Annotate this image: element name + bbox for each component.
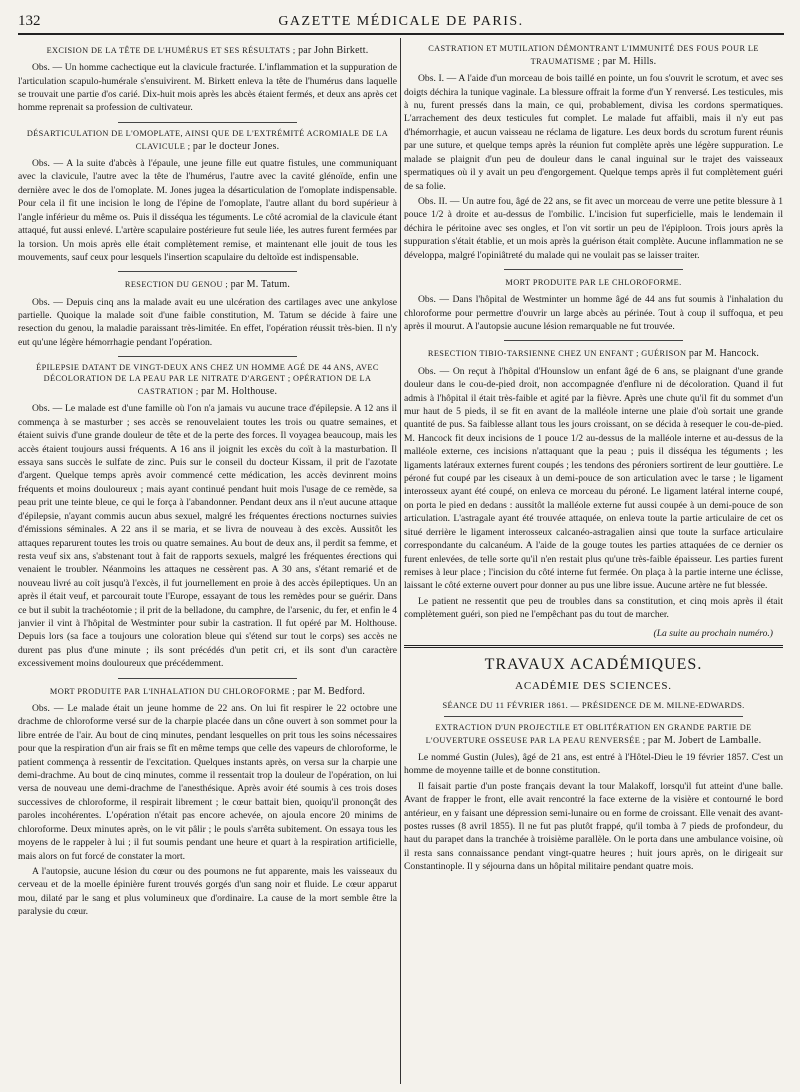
- article-title: EXTRACTION D'UN PROJECTILE ET OBLITÉRATION EN GRANDE PARTIE DE L'OUVERTURE OSSEUSE PAR LA PEAU RENVERSÉE ; par M. Jobert de Lamballe.: [425, 722, 762, 746]
- divider: [444, 716, 743, 717]
- article-paragraph: Obs. — Le malade est d'une famille où l'on n'a jamais vu aucune trace d'épilepsie. A 12 ans il commença à se masturber ; ses accès se renouvelaient toutes les trois ou quatre semaines, et étaient suivis d'une grande douleur de tête et de la perte des forces. Il voyagea beaucoup, mais les accès étaient toujours aussi fréquents. A 16 ans il joignit les excès du coït à la masturbation. Il essaya sans succès le sulfate de zinc. Puis sur le conseil du docteur Kissam, il prit de l'azotate d'argent. Quelque temps après avoir commencé cette médication, les accès devinrent moins fréquents et moins douloureux ; mais ayant continué pendant huit mois l'usage de ce remède, sa peau prit une teinte bleue, ce qui le força à l'abandonner. Pendant deux ans il n'eut aucune attaque d'épilepsie, n'ayant commis aucun abus sexuel, malgré les fréquentes érections nocturnes suivies d'émissions séminales. A 22 ans il se maria, et se livra de nouveau à des excès. Aussitôt les attaques reparurent toutes les trois ou quatre semaines. Au bout de deux ans, il perdit sa femme, et resta veuf six ans, s'abstenant tout à fait de rapports sexuels, malgré les fréquentes érections qui venaient le troubler. Néanmoins les attaques ne cessèrent pas. A 30 ans, s'étant remarié et de nouveau livré au coït jusqu'à l'excès, il fut journellement en proie à des accès épileptiques. Un an après il était veuf, et parcourait toute l'Europe, essayant de tous les remèdes pour se guérir. Dans ce but il subit la trachéotomie ; il prit de la belladone, du camphre, de l'arsenic, du fer, et enfin le 4 janvier il vint à l'hôpital de Westminter pour subir la castration. Il fut opéré par M. Holthouse. Depuis lors (sa face a toujours une coloration bleue qui s'étend sur tout le corps) ses accès ne durent pas plus d'une minute ; ils sont précédés d'un petit cri, et ils sont d'un caractère excessivement moins douloureux que précédemment.: [18, 403, 397, 670]
- section-divider: [404, 645, 783, 648]
- article-paragraph: Obs. — Le malade était un jeune homme de 22 ans. On lui fit respirer le 22 octobre une drachme de chloroforme versé sur de la charpie placée dans un cône ouvert à son sommet pour la libre entrée de l'air. Au bout de cinq minutes, pendant lesquelles on prit tous les soins nécessaires pour que la respiration d'un air frais se fît en même temps que celle des vapeurs de chloroforme, le patient commença à ressentir de l'excitation. Quelques instants après, on versa sur la charpie une demi-drachme. Au bout de cinq minutes, comme il ressentait trop la douleur de l'opération, on lui versa de nouveau une demi-drachme de l'anesthésique. Après avoir été soumis à ces trois doses successives de chloroforme, il respirait librement ; le cœur battait bien, quoiqu'il prononçât des paroles incohérentes. L'opération n'était pas encore achevée, on ajoula encore 20 minims de chloroforme. Deux minutes après, on le vit pâlir ; le pouls s'arrêta subitement. On essaya tous les moyens de le rappeler à lui ; il fut soumis pendant une heure et quart à la respiration artificielle, mais alors on fut forcé de constater la mort.: [18, 702, 397, 862]
- article-author: par le docteur Jones.: [192, 140, 280, 152]
- article-author: par M. Tatum.: [230, 279, 291, 291]
- article-title: MORT PRODUITE PAR L'INHALATION DU CHLOROFORME ; par M. Bedford.: [49, 685, 366, 697]
- page-header: [18, 8, 784, 35]
- article-divider: [118, 356, 297, 357]
- article-paragraph: Obs. — Un homme cachectique eut la clavicule fracturée. L'inflammation et la suppuration de l'articulation scapulo-humérale s'ensuivirent. M. Birkett enleva la tête de l'humérus dans laquelle se trouvait une partie d'os carié. Dix-huit mois après les abcès étaient fermés, et deux ans après cet homme reprenait sa profession de cultivateur.: [18, 62, 397, 114]
- article-title: ÉPILEPSIE DATANT DE VINGT-DEUX ANS CHEZ UN HOMME AGÉ DE 44 ANS, AVEC DÉCOLORATION DE LA PEAU PAR LE NITRATE D'ARGENT ; OPÉRATION DE LA CASTRATION ; par M. Holthouse.: [36, 363, 379, 398]
- section-title: TRAVAUX ACADÉMIQUES.: [484, 655, 703, 673]
- article-paragraph: Le patient ne ressentit que peu de troubles dans sa constitution, et cinq mois après il était complètement guéri, son pied ne l'empêchant pas du tout de marcher.: [404, 595, 783, 621]
- article-title: MORT PRODUITE PAR LE CHLOROFORME.: [505, 278, 682, 288]
- session-line: SÉANCE DU 11 FÉVRIER 1861. — PRÉSIDENCE DE M. MILNE-EDWARDS.: [442, 699, 745, 710]
- column-rule: [400, 38, 401, 1084]
- article-divider: [504, 340, 683, 341]
- article-author: par M. Hancock.: [688, 348, 760, 360]
- article-paragraph: Il faisait partie d'un poste français devant la tour Malakoff, lorsqu'il fut atteint d'une balle. Avant de frapper le front, elle avait rencontré la face externe de la visière et contourné le bord antérieur, en y faisant une dépression semi-lunaire ou en forme de croissant. Elle venait des avant-postes russes (8 avril 1855). Il ne fut pas plutôt frappé, qu'il tomba à 7 pieds de profondeur, du haut du parapet dans la tranchée à troisième parallèle. On le porta dans une ambulance voisine, où il resta sans connaissance pendant vingt-quatre heures ; huit jours après, on le dirigeait sur Constantinople. Il y séjourna dans un hôpital militaire pendant quatre mois.: [404, 780, 783, 873]
- article-author: par M. Holthouse.: [201, 386, 278, 398]
- continuation-note: (La suite au prochain numéro.): [653, 627, 773, 639]
- article-title: DÉSARTICULATION DE L'OMOPLATE, AINSI QUE DE L'EXTRÉMITÉ ACROMIALE DE LA CLAVICULE ; par le docteur Jones.: [26, 128, 389, 152]
- article-author: par M. Bedford.: [297, 685, 366, 697]
- article-paragraph: Obs. — On reçut à l'hôpital d'Hounslow un enfant âgé de 6 ans, se plaignant d'une grande douleur dans le cou-de-pied droit, non accompagnée d'enflure ni de décoloration. Quand il fut admis à l'hôpital il était très-faible et agité par la fièvre. Après une chute qu'il fit du sommet d'un mur haut de 5 pieds, il se fit en avant de la malléole interne une plaie d'où sortait une grande quantité de pus. Sa faiblesse allant tous les jours croissant, on se décida à resequer le cou-de-pied. M. Hancock fit deux incisions de 1 pouce 1/2 au-dessus de la malléole interne et au-dessus de la malléole externe, ces incisions n'attaquant que la peau ; puis il disséqua les téguments ; les ligaments latéraux externes furent coupés ; les tendons des péroniers sortirent de leur gouttière. Le péroné fut coupé par les ciseaux à un demi-pouce de son articulation avec le tarse ; le ligament interosseux ayant été coupé, on enleva ce morceau du péroné. Le ligament latéral interne coupé, on porta le pied en dedans : aussitôt la malléole externe fut aussi coupée à un demi-pouce de son articulation. L'astragale ayant été trouvée attaquée, on enleva toute la partie articulaire de cet os situé derrière le ligament interosseux calcanéo-astragalien ainsi que toute la surface articulaire correspondante du calcanéum. A l'aide de la gouge toutes les parties attaquées de ce dernier os furent enlevées, de telle sorte qu'il n'en restait plus qu'une très-faible épaisseur. Les parties furent remises à leur place ; l'incision du côté interne fut fermée. On plaça à la partie interne une éclisse, laissant le côté externe ouvert pour donner au pus une libre issue. Aucune artère ne fut blessée.: [404, 365, 783, 592]
- article-divider: [118, 271, 297, 272]
- left-column: [18, 38, 397, 1084]
- right-column: [404, 38, 783, 1084]
- article-paragraph: Obs. I. — A l'aide d'un morceau de bois taillé en pointe, un fou s'ouvrit le scrotum, et avec ses doigts déchira la tunique vaginale. La blessure offrait la forme d'un Y renversé. Les testicules, mis à nu, furent pressés dans la main, ce qui, probablement, divisa les cordons spermatiques. L'arrachement des deux testicules fut complet. Le malade fut affaibli, mais il n'y eut pas d'hémorrhagie, et aucun vaisseau ne réclama de ligature. Les deux bords du scrotum furent réunis par une suture, et quelque temps après la réunion fut complète après une légère suppuration. Le malade se plaignit d'un peu de douleur dans le canal inguinal sur le trajet des vaisseaux spermatiques où il y avait un peu d'engorgement. Quelque temps après il fut complètement guéri de sa folie.: [404, 73, 783, 192]
- article-divider: [118, 122, 297, 123]
- section-subtitle: ACADÉMIE DES SCIENCES.: [515, 679, 672, 692]
- article-author: par John Birkett.: [298, 45, 369, 56]
- article-title: RESECTION TIBIO-TARSIENNE CHEZ UN ENFANT ; GUÉRISON par M. Hancock.: [427, 348, 760, 360]
- article-title: CASTRATION ET MUTILATION DÉMONTRANT L'IMMUNITÉ DES FOUS POUR LE TRAUMATISME ; par M. Hills.: [428, 44, 759, 67]
- article-title: RESECTION DU GENOU ; par M. Tatum.: [124, 279, 291, 291]
- article-divider: [504, 269, 683, 270]
- journal-title: GAZETTE MÉDICALE DE PARIS.: [278, 14, 524, 29]
- newspaper-page: [18, 8, 784, 1084]
- article-paragraph: Obs. — A la suite d'abcès à l'épaule, une jeune fille eut quatre fistules, une communiquant avec la clavicule, l'autre avec la tête de l'humérus, l'autre avec la cavité glénoïde, enfin une dernière avec le dos de l'omoplate. M. Jones jugea la désarticulation de l'omoplate indispensable. Pour cela il fit une incision le long de l'épine de l'omoplate, l'autre allant du bord supérieur à l'angle inférieur du même os. Puis il disséqua les téguments. Le côté acromial de la clavicule étant attaqué, fut aussi enlevé. L'artère scapulaire postérieure fut seule liée, les autres furent fermées par la torsion. Un mois après elle était complètement remise, et maintenant elle jouit de tous les mouvements, sauf ceux pour lesquels l'insertion scapulaire du deltoïde est indispensable.: [18, 158, 397, 263]
- article-title: EXCISION DE LA TÊTE DE L'HUMÉRUS ET SES RÉSULTATS ; par John Birkett.: [46, 45, 369, 56]
- article-paragraph: Obs. II. — Un autre fou, âgé de 22 ans, se fit avec un morceau de verre une petite blessure à 1 pouce 1/2 à droite et au-dessus de l'ombilic. L'incision fut superficielle, mais le lendemain il déchira le péritoine avec ses ongles, et l'on vit sortir un peu de l'épiploon. Trois jours après la suppuration s'était établie, et un mois après la guérison était complète. Aucune inflammation ne se développa, malgré l'opiniâtreté du malade qui ne voulait pas se laisser traiter.: [404, 195, 783, 261]
- article-paragraph: Obs. — Dans l'hôpital de Westminter un homme âgé de 44 ans fut soumis à l'inhalation du chloroforme pour permettre d'ouvrir un large abcès au périnée. Tout à coup il suffoqua, et peu après il mourut. A l'autopsie aucune lésion remarquable ne fut trouvée.: [404, 294, 783, 333]
- article-divider: [118, 678, 297, 679]
- article-author: par M. Hills.: [602, 55, 657, 67]
- article-paragraph: Obs. — Depuis cinq ans la malade avait eu une ulcération des cartilages avec une ankylose partielle. Quoique la malade soit d'une faible constitution, M. Tatum se décide à faire une resection du genou, la maladie paraissant très-limitée. En effet, l'opération réussit très-bien. Il n'y eut qu'une légère hémorrhagie pendant l'opération.: [18, 296, 397, 348]
- article-paragraph: A l'autopsie, aucune lésion du cœur ou des poumons ne fut apparente, mais les vaisseaux du cerveau et de la moelle épinière furent trouvés gorgés d'un sang noir et fluide. Le cœur apparut mou, dilaté par le sang et plus volumineux que d'ordinaire. La cause de la mort semble être la paralysie du cœur.: [18, 866, 397, 918]
- page-number: 132: [18, 13, 41, 29]
- article-paragraph: Le nommé Gustin (Jules), âgé de 21 ans, est entré à l'Hôtel-Dieu le 19 février 1857. C'est un homme de moyenne taille et de bonne constitution.: [404, 751, 783, 777]
